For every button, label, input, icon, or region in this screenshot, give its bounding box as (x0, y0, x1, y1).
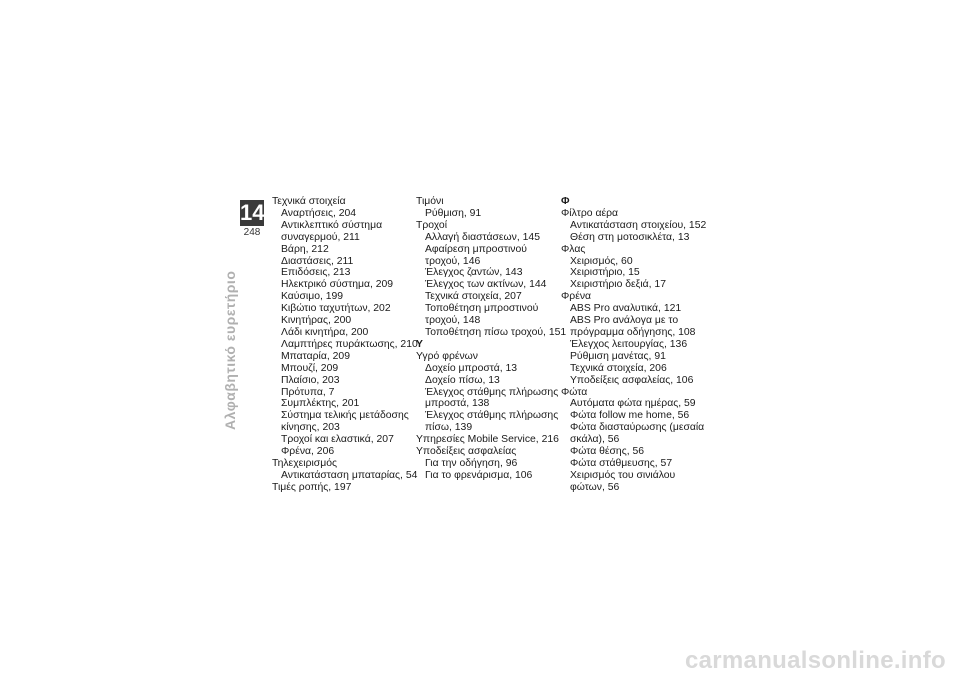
index-subentry: Αντικατάσταση στοιχείου, 152 (570, 219, 707, 231)
index-subentry: Για την οδήγηση, 96 (425, 457, 518, 469)
chapter-number: 14 (240, 200, 265, 225)
index-subentry: Θέση στη μοτοσικλέτα, 13 (570, 231, 690, 243)
index-subentry: Επιδόσεις, 213 (281, 267, 351, 279)
index-subentry: Τοποθέτηση μπροστινού (425, 303, 539, 315)
index-subentry: Υποδείξεις ασφαλείας, 106 (570, 374, 694, 386)
index-subentry: Τοποθέτηση πίσω τροχού, 151 (425, 326, 567, 338)
index-entry: Τροχοί (416, 219, 448, 231)
index-subentry: Χειριστήριο, 15 (570, 267, 640, 279)
index-subentry: Για το φρενάρισμα, 106 (425, 469, 533, 481)
page-number: 248 (243, 227, 261, 238)
index-subentry: Καύσιμο, 199 (281, 291, 344, 303)
index-subentry: Διαστάσεις, 211 (281, 255, 354, 267)
index-subentry: Αντικατάσταση μπαταρίας, 54 (281, 469, 418, 481)
index-subentry: Λαμπτήρες πυράκτωσης, 210 (281, 338, 418, 350)
index-subentry: Ρύθμιση, 91 (425, 207, 482, 219)
index-subentry: Αντικλεπτικό σύστημα (281, 219, 383, 231)
index-letter: Φ (561, 196, 570, 207)
index-subentry: Πρότυπα, 7 (281, 386, 335, 398)
index-subentry: Μπουζί, 209 (281, 362, 339, 374)
index-subentry: Τροχοί και ελαστικά, 207 (281, 434, 394, 446)
index-subentry: ABS Pro ανάλογα με το (570, 315, 679, 327)
index-subentry: Αλλαγή διαστάσεων, 145 (425, 231, 540, 243)
index-subentry: κίνησης, 203 (281, 422, 340, 434)
index-subentry: φώτων, 56 (570, 481, 620, 493)
index-subentry: Ρύθμιση μανέτας, 91 (570, 350, 666, 362)
index-subentry: Βάρη, 212 (281, 243, 329, 255)
index-subentry: Χειρισμός, 60 (570, 255, 633, 267)
index-entry: Φίλτρο αέρα (561, 207, 619, 219)
index-subentry: ABS Pro αναλυτικά, 121 (570, 303, 682, 315)
index-entry: Υποδείξεις ασφαλείας (416, 446, 517, 458)
index-subentry: Χειριστήριο δεξιά, 17 (570, 279, 666, 291)
index-subentry: Ηλεκτρικό σύστημα, 209 (281, 279, 394, 291)
index-subentry: πρόγραμμα οδήγησης, 108 (570, 326, 696, 338)
index-entry: Φλας (561, 243, 586, 255)
index-subentry: συναγερμού, 211 (281, 231, 360, 243)
index-subentry: Έλεγχος των ακτίνων, 144 (425, 279, 547, 291)
index-subentry: Μπαταρία, 209 (281, 350, 350, 362)
index-subentry: Φρένα, 206 (281, 446, 335, 458)
index-entry: Υπηρεσίες Mobile Service, 216 (416, 434, 559, 446)
index-entry: Υγρό φρένων (416, 350, 478, 362)
chapter-marker (240, 200, 264, 238)
index-subentry: Χειρισμός του σινιάλου (570, 469, 676, 481)
index-subentry: Φώτα στάθμευσης, 57 (570, 457, 673, 469)
index-subentry: πίσω, 139 (425, 422, 473, 434)
index-subentry: Λάδι κινητήρα, 200 (281, 326, 369, 338)
index-subentry: Αυτόματα φώτα ημέρας, 59 (570, 398, 696, 410)
watermark: carmanualsonline.info (684, 647, 946, 674)
index-subentry: Τεχνικά στοιχεία, 207 (425, 291, 522, 303)
index-subentry: Σύστημα τελικής μετάδοσης (281, 410, 409, 422)
index-subentry: Έλεγχος λειτουργίας, 136 (570, 338, 688, 350)
index-column-3 (561, 196, 706, 494)
index-entry: Τεχνικά στοιχεία (272, 196, 346, 207)
index-subentry: Πλαίσιο, 203 (281, 374, 340, 386)
index-subentry: Αφαίρεση μπροστινού (425, 243, 527, 255)
index-subentry: Έλεγχος ζαντών, 143 (425, 267, 523, 279)
side-title: Αλφαβητικό ευρετήριο (222, 270, 238, 430)
index-subentry: Δοχείο πίσω, 13 (425, 374, 500, 386)
index-subentry: μπροστά, 138 (425, 398, 490, 410)
index-entry: Τηλεχειρισμός (272, 457, 337, 469)
index-entry: Φρένα (561, 291, 592, 303)
index-subentry: σκάλα), 56 (570, 434, 620, 446)
index-subentry: Κινητήρας, 200 (281, 315, 352, 327)
index-subentry: Δοχείο μπροστά, 13 (425, 362, 518, 374)
index-letter: Υ (416, 338, 423, 350)
index-subentry: Τεχνικά στοιχεία, 206 (570, 362, 667, 374)
index-column-2 (416, 196, 567, 482)
index-subentry: Έλεγχος στάθμης πλήρωσης (425, 386, 559, 398)
index-subentry: Φώτα follow me home, 56 (570, 410, 690, 422)
index-subentry: Αναρτήσεις, 204 (281, 207, 357, 219)
index-subentry: Συμπλέκτης, 201 (281, 398, 360, 410)
index-entry: Φώτα (561, 386, 588, 398)
index-column-1 (272, 196, 418, 494)
index-subentry: τροχού, 148 (425, 315, 481, 327)
index-subentry: Έλεγχος στάθμης πλήρωσης (425, 410, 559, 422)
index-entry: Τιμόνι (416, 196, 444, 207)
index-subentry: Φώτα θέσης, 56 (570, 446, 645, 458)
index-subentry: Φώτα διασταύρωσης (μεσαία (570, 422, 705, 434)
index-subentry: Κιβώτιο ταχυτήτων, 202 (281, 303, 391, 315)
index-entry: Τιμές ροπής, 197 (272, 481, 352, 493)
index-subentry: τροχού, 146 (425, 255, 481, 267)
